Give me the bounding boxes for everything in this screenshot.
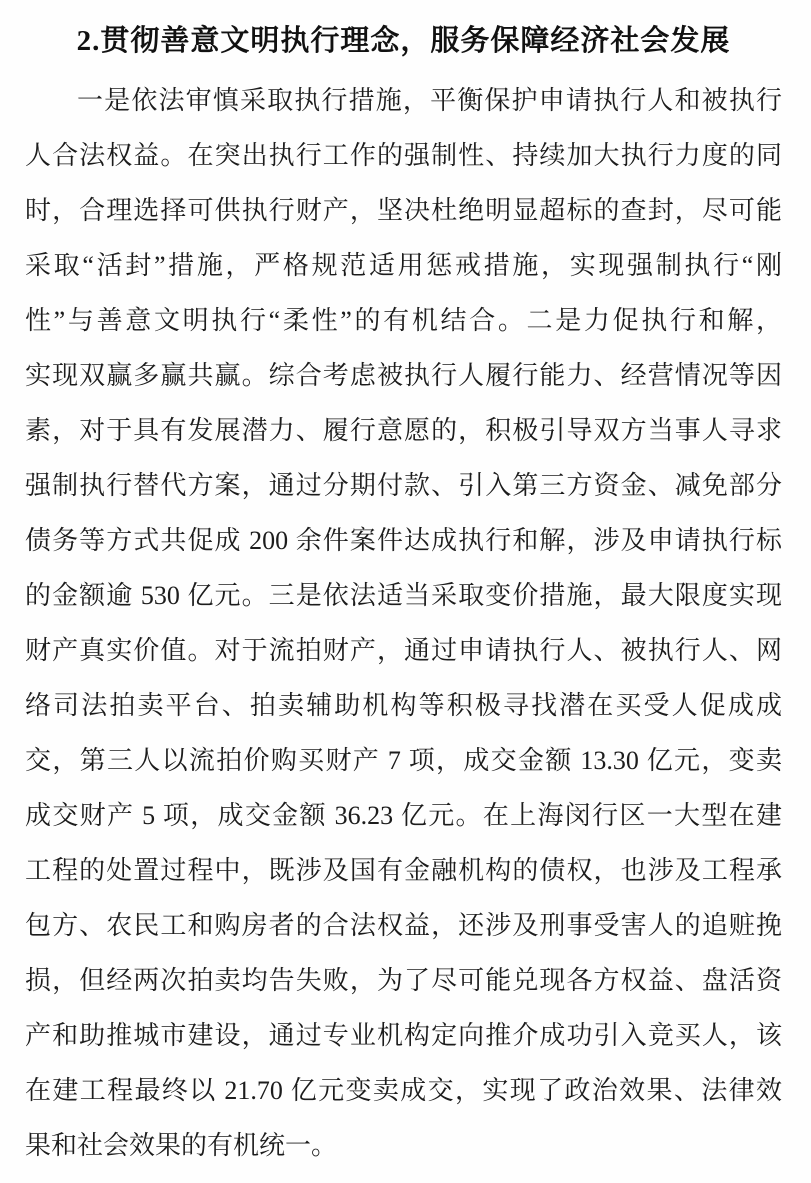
text-line: 采取“活封”措施，严格规范适用惩戒措施，实现强制执行“刚 (25, 251, 782, 280)
text-line: 在建工程最终以 21.70 亿元变卖成交，实现了政治效果、法律效 (25, 1076, 782, 1105)
text-line: 工程的处置过程中，既涉及国有金融机构的债权，也涉及工程承 (25, 856, 782, 885)
text-line: 一是依法审慎采取执行措施，平衡保护申请执行人和被执行 (77, 86, 782, 115)
text-line: 时，合理选择可供执行财产，坚决杜绝明显超标的查封，尽可能 (25, 196, 782, 225)
text-line: 交，第三人以流拍价购买财产 7 项，成交金额 13.30 亿元，变卖 (25, 746, 782, 775)
text-line: 人合法权益。在突出执行工作的强制性、持续加大执行力度的同 (25, 141, 782, 170)
text-line: 损，但经两次拍卖均告失败，为了尽可能兑现各方权益、盘活资 (25, 966, 782, 995)
section-heading: 2.贯彻善意文明执行理念，服务保障经济社会发展 (76, 25, 731, 57)
text-line: 产和助推城市建设，通过专业机构定向推介成功引入竞买人，该 (25, 1021, 782, 1050)
text-line: 络司法拍卖平台、拍卖辅助机构等积极寻找潜在买受人促成成 (25, 691, 782, 720)
body-paragraph (25, 73, 782, 1173)
text-line: 强制执行替代方案，通过分期付款、引入第三方资金、减免部分 (25, 471, 782, 500)
text-line: 果和社会效果的有机统一。 (25, 1131, 338, 1160)
text-line: 财产真实价值。对于流拍财产，通过申请执行人、被执行人、网 (25, 636, 782, 665)
text-line: 素，对于具有发展潜力、履行意愿的，积极引导双方当事人寻求 (25, 416, 782, 445)
text-line: 的金额逾 530 亿元。三是依法适当采取变价措施，最大限度实现 (25, 581, 782, 610)
text-line: 性”与善意文明执行“柔性”的有机结合。二是力促执行和解， (25, 306, 782, 335)
text-line: 实现双赢多赢共赢。综合考虑被执行人履行能力、经营情况等因 (25, 361, 782, 390)
text-line: 成交财产 5 项，成交金额 36.23 亿元。在上海闵行区一大型在建 (25, 801, 782, 830)
text-line: 包方、农民工和购房者的合法权益，还涉及刑事受害人的追赃挽 (25, 911, 782, 940)
text-line: 债务等方式共促成 200 余件案件达成执行和解，涉及申请执行标 (25, 526, 782, 555)
